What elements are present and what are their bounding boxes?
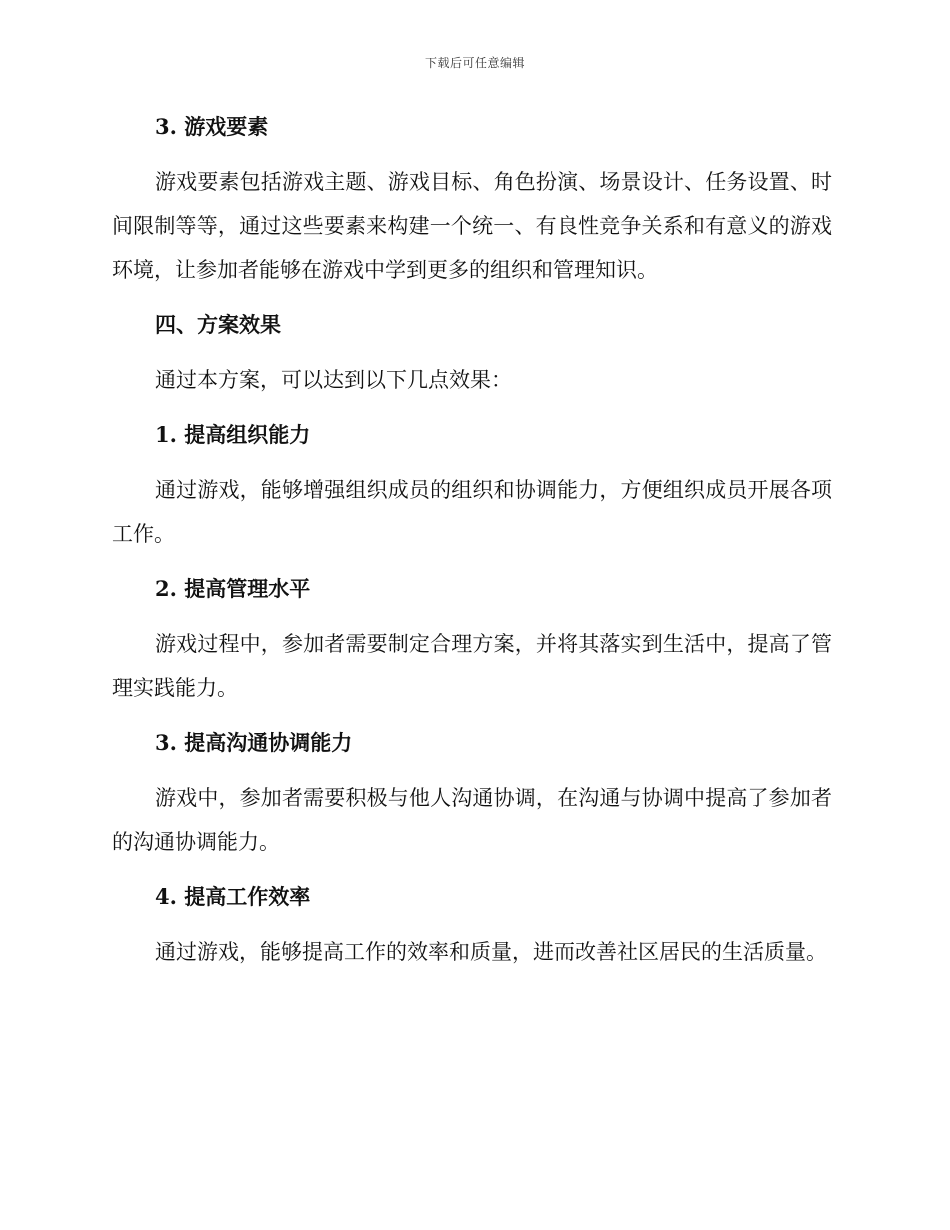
paragraph-communication: 游戏中，参加者需要积极与他人沟通协调，在沟通与协调中提高了参加者的沟通协调能力。: [112, 786, 832, 854]
section-heading-efficiency: 4. 提高工作效率: [155, 884, 311, 909]
section-heading-plan-effects: 四、方案效果: [155, 312, 281, 337]
paragraph-game-elements: 游戏要素包括游戏主题、游戏目标、角色扮演、场景设计、任务设置、时间限制等等，通过这些要素来构建一个统一、有良性竞争关系和有意义的游戏环境，让参加者能够在游戏中学到更多的组织和管理知识。: [112, 170, 832, 282]
paragraph-plan-effects-intro: 通过本方案，可以达到以下几点效果：: [155, 368, 512, 392]
paragraph-management: 游戏过程中，参加者需要制定合理方案，并将其落实到生活中，提高了管理实践能力。: [112, 632, 832, 700]
paragraph-organization: 通过游戏，能够增强组织成员的组织和协调能力，方便组织成员开展各项工作。: [112, 478, 832, 546]
section-heading-organization: 1. 提高组织能力: [155, 422, 311, 447]
header-note: 下载后可任意编辑: [424, 56, 525, 70]
document-body: [112, 110, 832, 974]
section-heading-game-elements: 3. 游戏要素: [155, 114, 269, 139]
section-heading-management: 2. 提高管理水平: [155, 576, 311, 601]
section-heading-communication: 3. 提高沟通协调能力: [155, 730, 353, 755]
paragraph-efficiency: 通过游戏，能够提高工作的效率和质量，进而改善社区居民的生活质量。: [155, 940, 827, 964]
